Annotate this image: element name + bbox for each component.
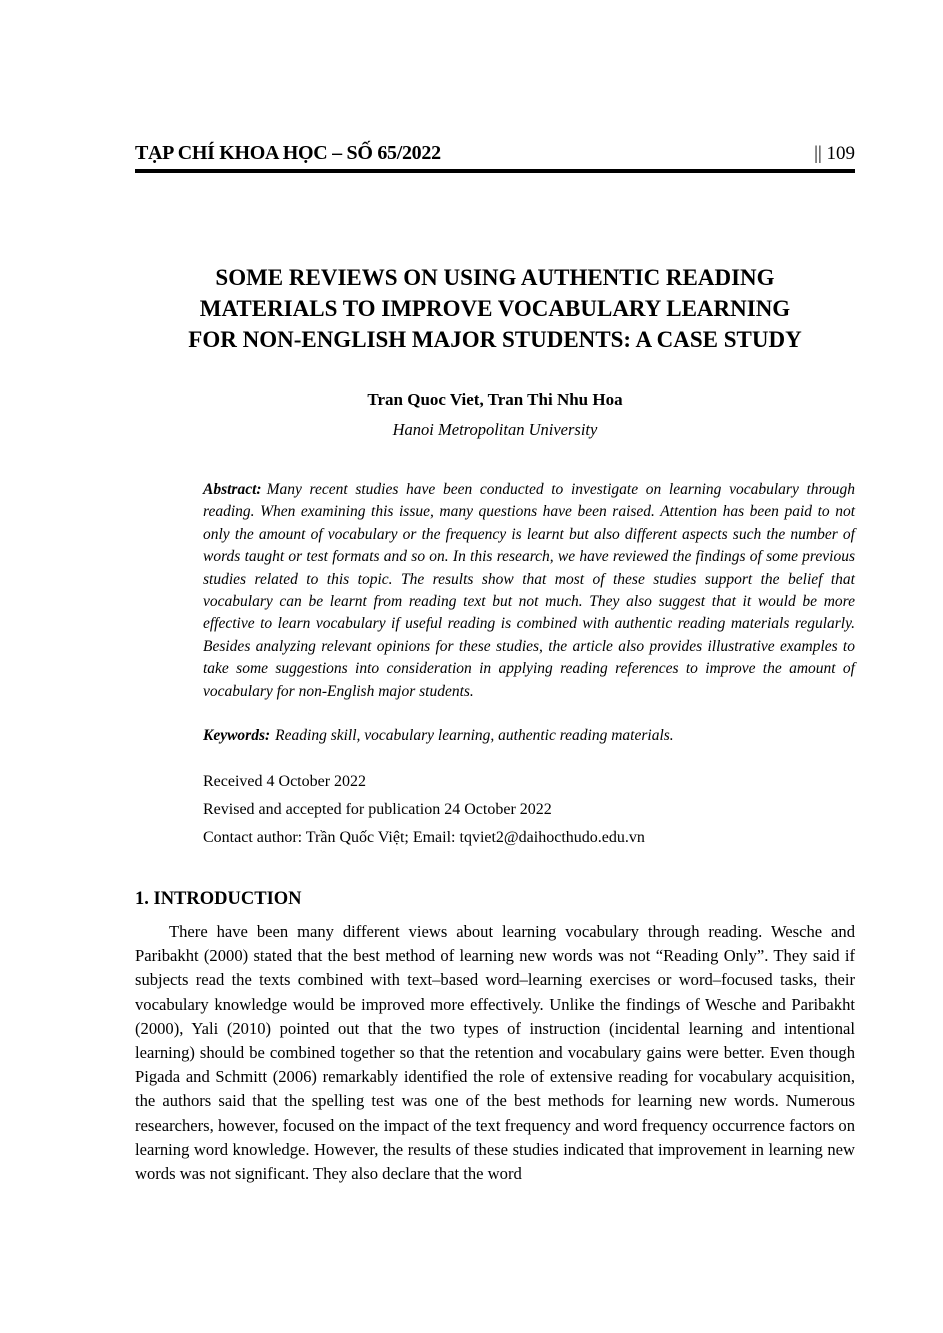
affiliation: Hanoi Metropolitan University — [392, 420, 598, 439]
revised-date: Revised and accepted for publication 24 October 2022 — [203, 801, 552, 819]
keywords-label: Keywords: — [203, 727, 271, 745]
running-head — [135, 141, 855, 173]
article-title-line-1: SOME REVIEWS ON USING AUTHENTIC READING — [215, 265, 775, 290]
page-number: || 109 — [814, 143, 855, 164]
journal-name: TẠP CHÍ KHOA HỌC – SỐ 65/2022 — [135, 142, 441, 164]
abstract-label: Abstract: — [203, 481, 262, 498]
contact-author: Contact author: Trần Quốc Việt; Email: tqviet2@daihocthudo.edu.vn — [203, 829, 645, 847]
article-title — [135, 262, 855, 355]
abstract-text: Many recent studies have been conducted to investigate on learning vocabulary through reading. When examining this issue, many questions have been raised. Attention has been paid to not only the amount of vocabulary or the frequency is learnt but also different aspects such the number of words taught or test formats and so on. In this research, we have reviewed the findings of some previous studies related to this topic. The results show that most of these studies support the belief that vocabulary can be learnt from reading text but not much. They also suggest that it would be more effective to learn vocabulary if useful reading is combined with authentic reading materials regularly. Besides analyzing relevant opinions for these studies, the article also provides illustrative examples to take some suggestions into consideration in applying reading references to improve the amount of vocabulary for non-English major students. — [203, 481, 855, 700]
keywords-text: Reading skill, vocabulary learning, authentic reading materials. — [275, 727, 674, 745]
article-meta — [203, 771, 855, 849]
abstract — [203, 479, 855, 703]
introduction-paragraph: There have been many different views about learning vocabulary through reading. Wesche and Paribakht (2000) stated that the best method of learning new words was not “Reading Only”. They said if subjects read the texts combined with text–based word–learning exercises or word–focused tasks, their vocabulary knowledge would be improved more effectively. Unlike the findings of Wesche and Paribakht (2000), Yali (2010) pointed out that the two types of instruction (incidental learning and intentional learning) should be combined together so that the retention and vocabulary gains were better. Even though Pigada and Schmitt (2006) remarkably identified the role of extensive reading for vocabulary acquisition, the authors said that the spelling test was one of the best methods for learning new words. Numerous researchers, however, focused on the impact of the text frequency and word frequency occurrence factors on learning word knowledge. However, the results of these studies indicated that improvement in learning new words was not significant. They also declare that the word — [135, 922, 855, 1184]
section-heading-introduction: 1. INTRODUCTION — [135, 889, 302, 910]
article-title-line-3: FOR NON-ENGLISH MAJOR STUDENTS: A CASE STUDY — [188, 327, 802, 352]
article-title-line-2: MATERIALS TO IMPROVE VOCABULARY LEARNING — [199, 296, 791, 321]
authors: Tran Quoc Viet, Tran Thi Nhu Hoa — [367, 390, 623, 409]
keywords — [203, 725, 855, 747]
received-date: Received 4 October 2022 — [203, 773, 367, 791]
